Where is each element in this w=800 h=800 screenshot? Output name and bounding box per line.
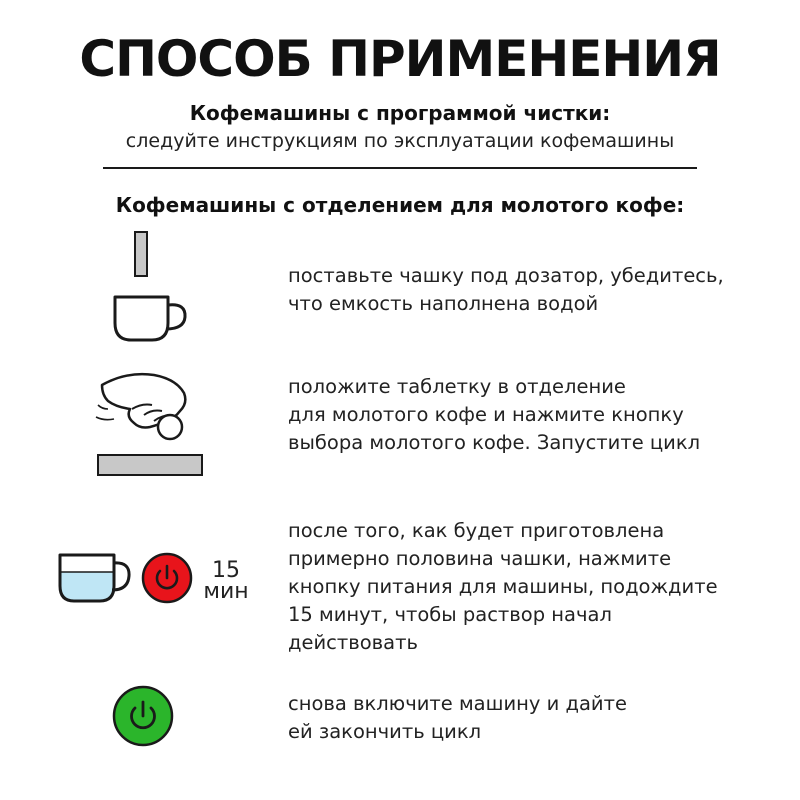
timer-unit: мин	[203, 579, 249, 604]
coffee-tray	[98, 455, 202, 475]
hand-tablet-icon	[92, 365, 210, 480]
step-1-text: поставьте чашку под дозатор, убедитесь, что емкость наполнена водой	[288, 264, 724, 315]
power-on-icon	[111, 684, 175, 748]
section1-heading: Кофемашины с программой чистки:	[189, 101, 611, 125]
step-2-text: положите таблетку в отделение для молотого кофе и нажмите кнопку выбора молотого кофе. Запустите цикл	[288, 375, 701, 454]
divider	[103, 167, 697, 169]
section1-text: следуйте инструкциям по эксплуатации кофемашины	[125, 130, 675, 152]
power-off-icon	[140, 551, 194, 605]
cup-under-dispenser-icon	[100, 225, 200, 345]
step-3-text: после того, как будет приготовлена примерно половина чашки, нажмите кнопку питания для машины, подождите 15 минут, чтобы раствор начал действовать	[288, 519, 718, 654]
section2-heading: Кофемашины с отделением для молотого кофе:	[115, 193, 685, 217]
timer-label	[196, 560, 256, 602]
tablet	[158, 415, 182, 439]
step-4-text: снова включите машину и дайте ей закончить цикл	[288, 692, 627, 743]
page-title: СПОСОБ ПРИМЕНЕНИЯ	[79, 30, 721, 88]
timer-number: 15	[212, 558, 240, 583]
dispenser-spout	[135, 232, 147, 276]
cup-body	[115, 297, 168, 340]
half-cup-icon	[54, 550, 134, 604]
